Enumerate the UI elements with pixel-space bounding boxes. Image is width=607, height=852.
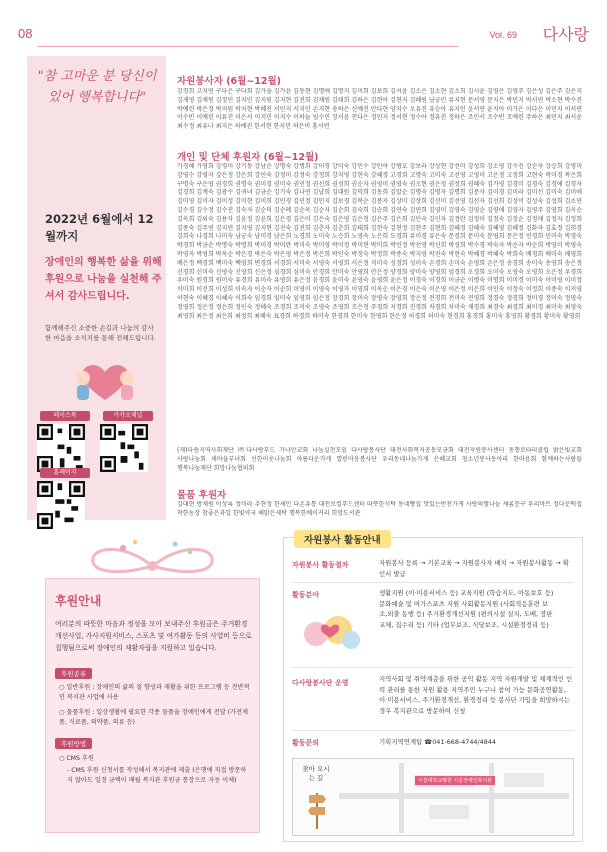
field-label: 활동분야 (292, 591, 320, 599)
divider (292, 667, 574, 668)
kakao-qr-block[interactable] (100, 411, 156, 476)
donation-type-general: ○ 일반후원 : 장애인의 삶의 질 향상과 재활을 위한 프로그램 등 전반적인 복지관 사업에 사용 (59, 684, 250, 701)
kakao-qr-icon[interactable] (100, 424, 148, 472)
field-text: 생활지원 (이·미용서비스 등) 교육지원 (학습지도, 아동보호 등) 문화예술 및 여가스포츠 지원 사회활동지원 (사회적응훈련 보조,외출 동행 등) 주거환경개선지원 (편의시설 설치, 도배, 장판교체, 집수리 등) 기타 (업무보조, 식당보조, 시설환경정리 등) (379, 589, 554, 629)
procedure-text: 자원봉사 등록 → 기본교육 → 자원봉사자 배치 → 자원봉사활동 → 확인서 발급 (379, 559, 569, 578)
street-map-graphic (339, 763, 569, 833)
homepage-qr-label: 홈페이지 (40, 468, 90, 478)
map-location-label: 서울대학교병원 서울장애인복지관 (415, 776, 495, 785)
sponsor-name-list: 가경혜 가영희 강경미 강기동 강남순 강명숙 강명희 강미경 강미숙 강민수 강민아 강병호 강보라 강상현 강선미 강성희 강소영 강수진 강순자 강승희 강영미 강영수 강영자 강은정 강은희 강인숙 강정미 강정숙 강정희 강지영 강현숙 강혜경 고경희 고명숙 고미숙 고선영 고영미 고은정 고정희 고현숙 곽미경 곽은희 구명숙 구은영 권경희 권명숙 권미경 권미숙 권민정 권선희 권성희 권순자 권영미 권영숙 권오현 권은정 권정희 권혜숙 김가영 김경미 김경숙 김경애 김경자 김경희 김계숙 김광수 김귀녀 김금순 김기숙 김나연 김남희 김대원 김덕희 김동희 김말순 김명숙 김명자 김명희 김문자 김미경 김미라 김미선 김미숙 김미애 김미영 김미자 김미정 김미현 김미희 김민경 김민정 김민지 김보경 김복순 김봉자 김상미 김상희 김선미 김선영 김선자 김선희 김성미 김성숙 김성희 김소연 김수경 김수정 김수진 김숙자 김순덕 김순례 김순옥 김순자 김순희 김숙희 김승희 김연숙 김연희 김영미 김영숙 김영순 김영애 김영자 김영주 김영희 김옥순 김옥희 김외숙 김용자 김윤정 김윤희 김은경 김은미 김은숙 김은영 김은정 김은주 김은희 김인숙 김인자 김정란 김정미 김정숙 김정순 김정애 김정자 김정희 김종숙 김주연 김지연 김지영 김지현 김진숙 김진희 김춘자 김춘희 김태희 김현숙 김현정 김현주 김현희 김혜경 김혜숙 김혜영 김혜정 김화자 김효정 김희경 김희숙 나경희 나미숙 남궁숙 남미경 남은희 노경희 노미숙 노승희 노영숙 노은희 도경희 류미경 류은숙 문경희 문미숙 문영희 문은정 민경희 민미숙 박경숙 박경희 박금순 박명숙 박명희 박미경 박미란 박미숙 박미영 박미정 박미현 박미희 박민정 박선영 박선희 박성희 박수경 박숙자 박순자 박순희 박영미 박영숙 박영자 박영희 박옥순 박은경 박은숙 박은영 박은정 박은희 박인숙 박정숙 박정희 박종숙 박지영 박진숙 박현숙 박혜경 박혜숙 박희숙 배경희 배미숙 배영희 배은정 백경희 백미숙 백영희 변경희 서경희 서미숙 서영숙 서영희 서은정 석미숙 성경희 성미숙 손경희 손미숙 손영희 손은정 송경희 송미숙 송영희 송은정 신경희 신미숙 신영숙 신영희 신은정 심경희 심미숙 안경희 안미숙 안영희 안은정 양경희 양미숙 양영희 엄경희 오경희 오미숙 오영숙 오영희 오은정 우경희 우미숙 원경희 원미숙 유경희 유미숙 유영희 유은정 윤경희 윤미숙 윤영숙 윤영희 윤은정 이경숙 이경희 이금순 이명숙 이명희 이미경 이미숙 이미영 이미정 이미희 이선희 이성희 이숙자 이순자 이순희 이영미 이영숙 이영자 이영희 이옥순 이은경 이은숙 이은영 이은정 이은희 이인숙 이정숙 이정희 이종숙 이지영 이현숙 이혜경 이혜숙 이희숙 임경희 임미숙 임영희 임은정 장경희 장미숙 장영숙 장영희 장은정 전경희 전미숙 전영희 정경숙 정경희 정미경 정미숙 정영숙 정영희 정은정 정은희 정인숙 정혜숙 조경희 조미숙 조영숙 조영희 조은정 주경희 지경희 진경희 차경희 차미숙 채경희 최경숙 최경희 최미경 최미숙 최영숙 최영희 최은정 최은희 최정희 최혜숙 표경희 하경희 하미숙 한경희 한미숙 한영희 한은정 허경희 허미숙 현경희 홍경희 홍미숙 홍영희 황경희 황미숙 황영희 (177, 163, 582, 320)
goods-section-title: 물품 후원자 (177, 490, 227, 501)
period-title: 2022년 6월에서 12월까지 (45, 212, 154, 243)
homepage-qr-icon[interactable] (37, 481, 85, 529)
facebook-qr-block[interactable] (37, 411, 93, 476)
team-label: 다사랑봉사단 운영 (292, 679, 349, 687)
homepage-qr-block[interactable] (37, 468, 93, 533)
page-header (0, 0, 607, 48)
volunteer-name-list: 강경희 고지연 구다은 구다회 김가을 김가윤 김동현 김명애 김명지 김미희 김보희 김서윤 김소은 김소현 김소희 김시윤 김영은 김영주 김은성 김은주 김은지 김재영 김재원 김정민 김지민 김지원 김지현 김진희 김채원 김태희 김하은 김현아 김현지 김혜원 남궁민 류지현 문서영 문지은 박민지 박서연 박소현 박수진 박예린 박은정 박지원 박지현 박혜진 서민지 서지민 손지현 송하은 신예진 안다현 양지수 오유진 유승아 유지민 윤서연 윤지아 이가은 이다은 이민지 이서연 이수빈 이예린 이유진 이은서 이지민 이지수 이하늘 임수민 장서윤 전다은 정민지 정서현 정수아 정유진 정하은 조민서 조수빈 조예린 주하은 최민지 최서윤 최수정 최유나 최지은 하예진 한서현 한지민 허은비 홍서연 (177, 88, 582, 131)
goods-donor-list: 김대현 방재원 이상록 정미라 추현정 한세민 다온유통 대전로컬푸드센터 따뜻한식탁 동네빵집 맛있는반찬가게 사랑의쌀나눔 새롬문구 우리마트 정다운떡집 착한농장 참좋은과일 한빛약국 해맑은세탁 행복한베이커리 희망도서관 (177, 501, 582, 517)
volunteer-section-title: 자원봉사자 (6월~12월) (177, 76, 282, 87)
donation-type-tag: 후원종류 (55, 668, 92, 679)
donation-method-cms-detail: - CMS 후원 신청서를 작성해서 복지관에 제출 (은행에 직접 방문하지 않아도 일정 금액이 매월 복지관 후원금 통장으로 자동 이체) (67, 767, 247, 784)
donation-title: 후원안내 (55, 594, 102, 608)
facebook-qr-label: 페이스북 (40, 411, 90, 421)
donation-description: 여러분의 따뜻한 마음과 정성을 모아 보내주신 후원금은 주거환경개선사업, 가사지원서비스, 스포츠 및 여가활동 등의 사업비 등으로 집행됨으로써 장애인의 재활자립을 지원하고 있습니다. (55, 620, 252, 652)
thank-you-panel (27, 56, 166, 520)
map-caption: 찾아 오시는 길 (302, 765, 330, 782)
page-number: 08 (18, 26, 33, 41)
divider (292, 582, 574, 583)
couple-hearts-illustration (65, 356, 145, 406)
signpost-icon (307, 789, 327, 829)
thank-you-note: 함께해주신 소중한 손길과 나눔의 감사한 마음을 소식지를 통해 전해드립니다. (45, 324, 156, 342)
brand-logo: 다사랑 (542, 25, 589, 44)
donation-type-goods: ○ 물품후원 : 일상생활에 필요한 각종 물품을 장애인에게 전달 (가전제품, 식료품, 의약품, 의류 등) (59, 709, 248, 726)
sponsor-section-title: 개인 및 단체 후원자 (6월~12월) (177, 152, 319, 163)
header-rule-left (38, 46, 458, 47)
contact-text: 기획지역연계팀 ☎041-668-4744/4844 (379, 738, 496, 746)
donation-method-cms: ○ CMS 후원 (59, 755, 94, 762)
procedure-label: 자원봉사 활동절차 (292, 561, 349, 569)
kakao-qr-label: 카카오채널 (103, 411, 153, 421)
volunteer-info-box (283, 537, 583, 842)
donation-method-tag: 후원방법 (55, 738, 92, 749)
thank-you-quote: "참 고마운 분 당신이 있어 행복합니다" (37, 69, 157, 105)
donation-info-block (45, 538, 260, 838)
volunteer-hands-icon (296, 606, 366, 656)
sponsor-group-list: (재)다솜지역사회재단 ㈜다사랑푸드 가나안교회 나눔실천모임 다사랑봉사단 대전사회복지공동모금회 대전자원봉사센터 동행로타리클럽 밝은빛교회 사랑나눔회 새마을부녀회 선한이웃나눔회 아름다운가게 열린마음봉사단 우리동네나눔가게 은혜교회 청소년봉사동아리 한마음회 함께하는사람들 행복나눔재단 희망나눔협의회 (177, 447, 582, 472)
volunteer-info-title: 자원봉사 활동안내 (294, 530, 391, 548)
volume-label: Vol. 69 (489, 30, 517, 40)
location-map[interactable] (292, 758, 574, 836)
team-text: 지역사회 및 취약계층을 위한 공익 활동 지역 자원개발 및 체계적인 인력 관리를 통한 자원 활용 지역주민 누구나 참여 가능 문화공연활동, 이·미용서비스, 주거환경개선, 환경정리 등 봉사단 가입을 희망하시는 경우 복지관으로 방문하여 신청 (379, 675, 573, 715)
facebook-qr-icon[interactable] (37, 424, 85, 472)
donation-card (45, 578, 260, 833)
contact-label: 활동문의 (292, 739, 320, 747)
divider (292, 730, 574, 731)
thank-you-subtitle: 장애인의 행복한 삶을 위해 후원으로 나눔을 실천해 주셔서 감사드립니다. (45, 257, 162, 302)
